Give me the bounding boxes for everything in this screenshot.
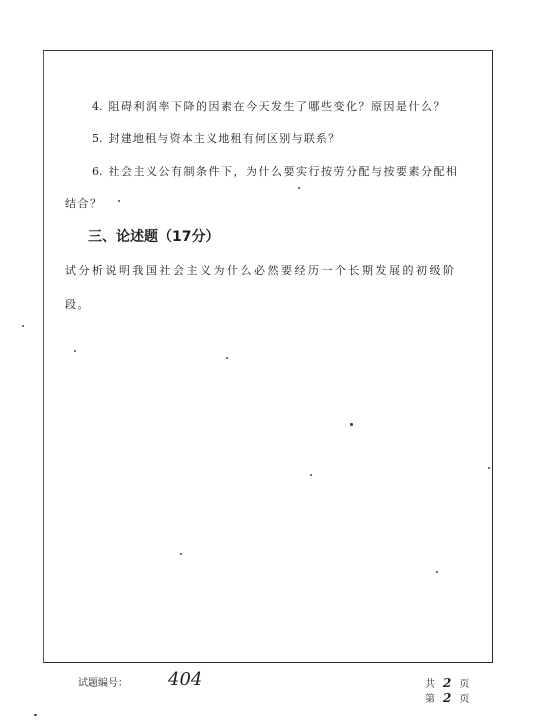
essay-prompt: 试分析说明我国社会主义为什么必然要经历一个长期发展的初级阶 [65, 264, 457, 277]
current-page-suffix: 页 [459, 694, 470, 705]
total-pages-suffix: 页 [459, 679, 470, 690]
scan-speck [74, 350, 76, 352]
essay-prompt-continuation: 段。 [65, 298, 90, 311]
question-text: 阻碍利润率下降的因素在今天发生了哪些变化？原因是什么？ [108, 100, 446, 113]
exam-code-label: 试题编号： [78, 678, 128, 689]
scan-speck [350, 423, 353, 426]
scan-speck [310, 474, 312, 476]
scan-speck [34, 714, 37, 716]
scan-speck [226, 357, 228, 359]
section-heading: 三、论述题（17分） [88, 229, 220, 245]
question-number: 4. [92, 100, 103, 113]
scan-speck [298, 187, 300, 189]
total-pages-value: 2 [443, 676, 452, 690]
scan-speck [436, 571, 438, 573]
scan-speck [488, 467, 490, 469]
scan-speck [180, 553, 182, 555]
current-page-prefix: 第 [425, 694, 435, 705]
question-5 [92, 132, 340, 146]
current-page [425, 692, 469, 706]
exam-code-value: 404 [168, 669, 203, 690]
scan-speck [22, 325, 24, 327]
question-text: 封建地租与资本主义地租有何区别与联系？ [108, 132, 341, 145]
scan-speck [118, 200, 120, 202]
question-4 [92, 100, 446, 114]
question-6-continuation: 结合？ [65, 197, 103, 210]
question-number: 5. [92, 132, 103, 145]
question-text: 社会主义公有制条件下，为什么要实行按劳分配与按要素分配相 [108, 165, 459, 178]
question-number: 6. [92, 165, 103, 178]
question-6 [92, 165, 459, 179]
total-pages [425, 677, 469, 691]
current-page-value: 2 [443, 691, 452, 705]
total-pages-prefix: 共 [425, 679, 435, 690]
